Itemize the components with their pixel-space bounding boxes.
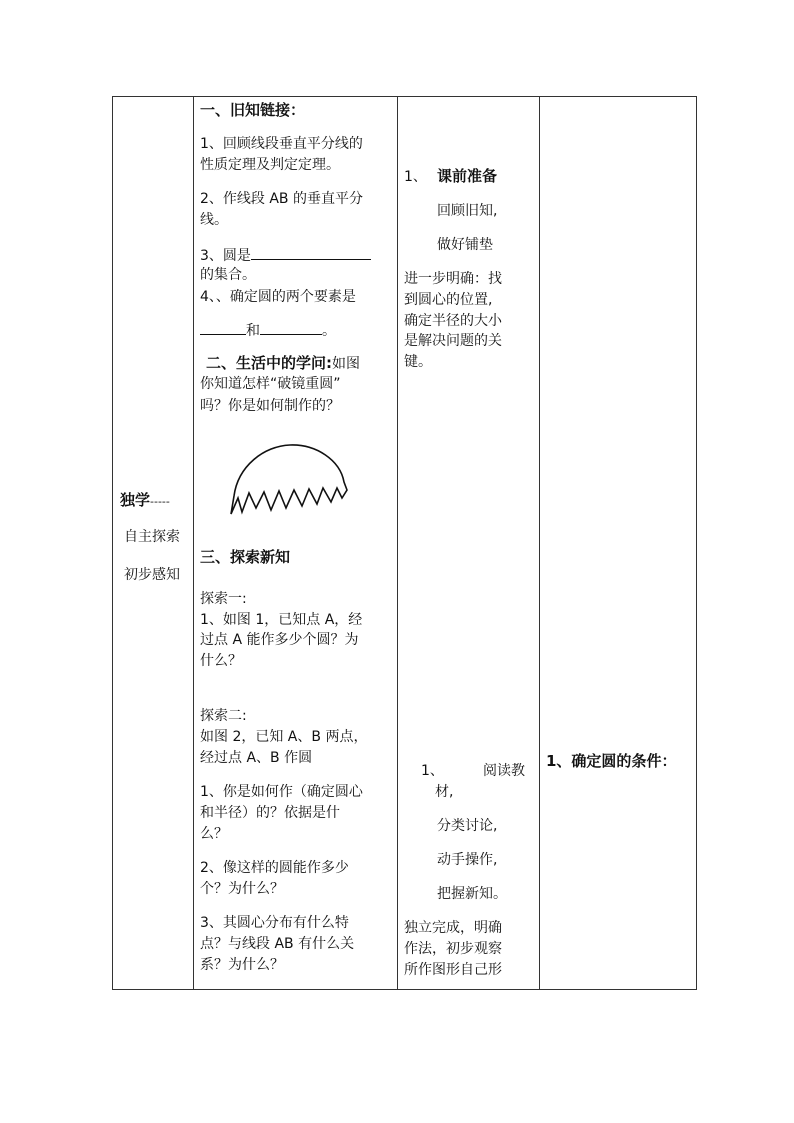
section2-line1: 二、生活中的学问:如图 (206, 354, 360, 372)
question3-line2: 点？与线段 AB 有什么关 (200, 936, 355, 952)
section2-line3: 吗？你是如何制作的？ (200, 398, 340, 414)
section3-title: 三、探索新知 (200, 548, 291, 566)
stage-line-perceive: 初步感知 (124, 567, 180, 583)
clarify-line3: 确定半径的大小 (404, 313, 502, 329)
independent-line1: 独立完成，明确 (404, 920, 502, 936)
independent-line3: 所作图形自己形 (404, 962, 502, 978)
read-word: 阅读教 (483, 763, 525, 779)
clarify-line4: 是解决问题的关 (404, 333, 502, 349)
item4-line1: 4、、确定圆的两个要素是 (200, 289, 356, 305)
item2-line2: 线。 (200, 212, 228, 228)
independent-line2: 作法，初步观察 (404, 941, 502, 957)
column-divider (193, 97, 194, 989)
explore2-line2: 经过点 A、B 作圆 (200, 750, 313, 766)
read-line5: 把握新知。 (437, 886, 507, 902)
circle-conditions-heading: 1、确定圆的条件： (546, 752, 677, 770)
prep-line1: 回顾旧知, (437, 203, 498, 219)
lesson-table (112, 96, 697, 990)
read-line3: 分类讨论, (437, 818, 498, 834)
item4-line2: 和 。 (200, 320, 336, 341)
item3-line1: 3、圆是 (200, 245, 371, 266)
question1-line1: 1、你是如何作（确定圆心 (200, 784, 363, 800)
clarify-line5: 键。 (404, 354, 432, 370)
prep-line2: 做好铺垫 (437, 237, 493, 253)
question2-line2: 个？为什么？ (200, 881, 284, 897)
explore1-line2: 过点 A 能作多少个圆？为 (200, 632, 359, 648)
column-divider (539, 97, 540, 989)
question2-line1: 2、像这样的圆能作多少 (200, 860, 349, 876)
section1-title: 一、旧知链接： (200, 101, 306, 119)
item1-line2: 性质定理及判定定理。 (200, 157, 340, 173)
explore2-title: 探索二: (200, 708, 247, 724)
prep-number: 1、 (404, 169, 427, 185)
explore1-line3: 什么？ (200, 653, 242, 669)
item3-line2: 的集合。 (200, 267, 256, 283)
explore1-line1: 1、如图 1，已知点 A，经 (200, 612, 363, 628)
clarify-line1: 进一步明确：找 (404, 271, 502, 287)
explore2-line1: 如图 2，已知 A、B 两点， (200, 729, 368, 745)
prep-title: 课前准备 (437, 167, 498, 185)
column-divider (397, 97, 398, 989)
item1-line1: 1、回顾线段垂直平分线的 (200, 136, 363, 152)
question3-line3: 系？为什么？ (200, 957, 284, 973)
blank-line (251, 245, 371, 260)
read-line2: 材, (435, 784, 454, 800)
question3-line1: 3、其圆心分布有什么特 (200, 915, 349, 931)
explore1-title: 探索一: (200, 591, 247, 607)
broken-circle-icon (224, 438, 354, 520)
question1-line3: 么？ (200, 826, 228, 842)
stage-title: 独学----- (120, 491, 170, 509)
blank-line (260, 320, 322, 335)
item2-line1: 2、作线段 AB 的垂直平分 (200, 191, 363, 207)
clarify-line2: 到圆心的位置, (404, 292, 493, 308)
blank-line (200, 320, 246, 335)
stage-line-explore: 自主探索 (124, 529, 180, 545)
read-number: 1、 (421, 763, 444, 779)
question1-line2: 和半径）的？依据是什 (200, 805, 340, 821)
section2-line2: 你知道怎样“破镜重圆” (200, 376, 341, 392)
read-line4: 动手操作, (437, 852, 498, 868)
